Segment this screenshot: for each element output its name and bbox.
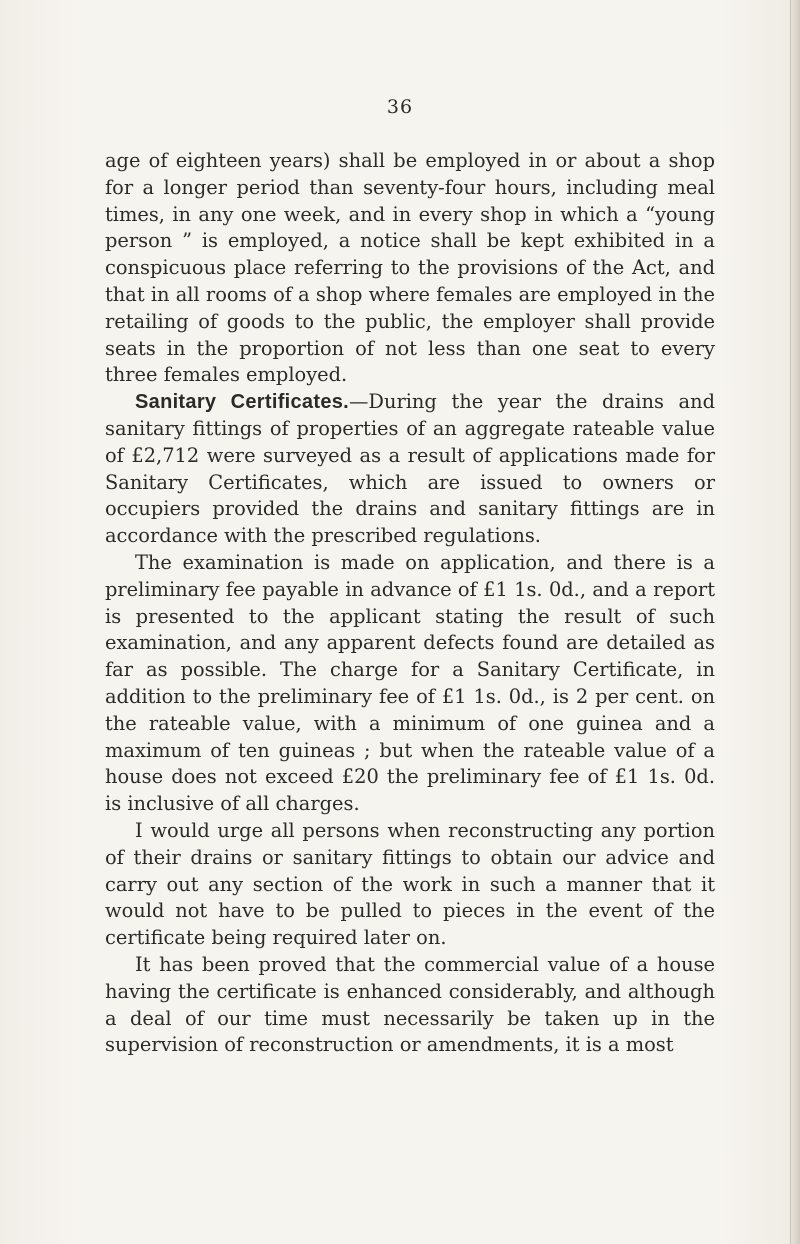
body-text: [105, 148, 715, 1059]
page-number: 36: [386, 96, 414, 118]
paragraph-commercial-value: It has been proved that the commercial value of a house having the certificate is enhanced considerably, and although a deal of our time must necessarily be taken up in the supervision of reconstruction or amendments, it is a most: [105, 952, 715, 1057]
page-edge: [790, 0, 800, 1244]
section-heading: Sanitary Certificates.: [135, 391, 350, 414]
paragraph-examination: The examination is made on application, and there is a preliminary fee payable in advance of £1 1s. 0d., and a report is presented to the applicant stating the result of such examination, and any apparent defects found are detailed as far as possible. The charge for a Sanitary Certificate, in addition to the preliminary fee of £1 1s. 0d., is 2 per cent. on the rateable value, with a minimum of one guinea and a maximum of ten guineas ; but when the rateable value of a house does not exceed £20 the preliminary fee of £1 1s. 0d. is inclusive of all charges.: [105, 550, 715, 816]
paragraph-text: —During the year the drains and sanitary fittings of properties of an aggregate rateable value of £2,712 were surveyed as a result of applications made for Sanitary Certificates, which are issued to owners or occupiers provided the drains and sanitary fittings are in accordance with the prescribed regulations.: [105, 390, 716, 548]
paragraph-sanitary-certificates: [105, 389, 715, 550]
paragraph-advice: I would urge all persons when reconstructing any portion of their drains or sanitary fittings to obtain our advice and carry out any section of the work in such a manner that it would not have to be pulled to pieces in the event of the certificate being required later on.: [105, 818, 715, 950]
paragraph-continuation: age of eighteen years) shall be employed in or about a shop for a longer period than seventy-four hours, including meal times, in any one week, and in every shop in which a “young person ” is employed, a notice shall be kept exhibited in a conspicuous place referring to the provisions of the Act, and that in all rooms of a shop where females are employed in the retailing of goods to the public, the employer shall provide seats in the proportion of not less than one seat to every three females employed.: [105, 149, 715, 387]
